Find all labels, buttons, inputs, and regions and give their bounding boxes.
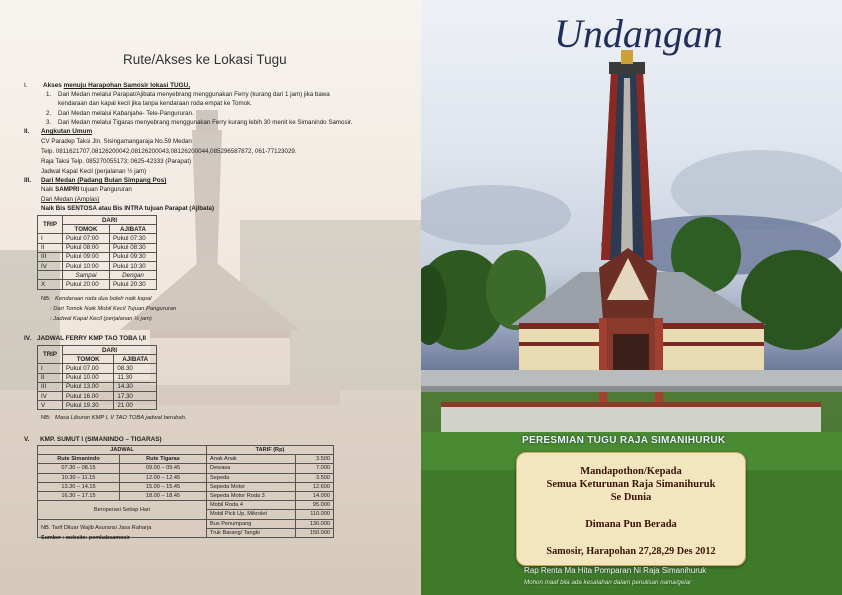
organizer-line: Rap Renta Ma Hita Pomparan Ni Raja Simanihuruk	[524, 566, 707, 575]
table-row: X Pukul 20:00 Pukul 20:30	[38, 280, 157, 289]
ferry-schedule-table: TRIP DARI TOMOK AJIBATA I Pukul 07.00 08.30 II Pukul 10.00 11.30 III Pukul 13.00 14.30 IV Pukul 16.00 17.30 V Pukul 19.30 21.00	[37, 345, 157, 410]
apology-line: Mohon maaf bila ada kesalahan dalam penulisan nama/gelar	[524, 579, 692, 586]
table-row: Beroperasi Setiap Hari Mobil Roda 4 95.000	[38, 501, 334, 510]
invitation-title: Undangan	[554, 11, 723, 56]
sec3-note: : Dari Tomok Naik Mobil Kecil Tujuan Pangururan	[50, 306, 177, 312]
th-tomok: TOMOK	[63, 225, 110, 234]
card-line: Se Dunia	[610, 492, 652, 503]
event-date: Samosir, Harapohan 27,28,29 Des 2012	[546, 546, 716, 557]
sec3-note: : Jadwal Kapal Kecil (perjalanan ½ jam)	[50, 316, 152, 322]
access-title: Rute/Akses ke Lokasi Tugu	[123, 52, 287, 67]
table-row: 13.30 – 14.15 15.00 – 15.45 Sepeda Motor 12.600	[38, 482, 334, 491]
table-row: Mobil Pick Up, Mikrolet 110.000	[38, 510, 334, 519]
table-row: II Pukul 10.00 11.30	[38, 373, 157, 382]
sec3-heading: Dari Medan (Padang Bulan Simpang Pos)	[41, 177, 167, 184]
sec1-item-num: 2.	[46, 110, 52, 117]
sec2-line: CV Paradep Taksi Jln. Sisingamangaraja No.59 Medan	[41, 138, 192, 145]
table-row: NB. Tarif Diluar Wajib Asuransi Jasa Raharja Bus Penumpang 130.000	[38, 519, 334, 528]
inauguration-banner: PERESMIAN TUGU RAJA SIMANIHURUK	[522, 435, 726, 446]
sec2-line: Jadwal Kapal Kecil (perjalanan ½ jam)	[41, 168, 147, 175]
table-row: I Pukul 07.00 08.30	[38, 364, 157, 373]
sec2-line: Telp. 0811621707,08126200042,08126200043,08126200044,085296587872, 061-77123029.	[41, 148, 297, 155]
table-row: 07.30 – 08.15 09.00 – 09.45 Dewasa 7.000	[38, 464, 334, 473]
sec1-item: Dari Medan melalui Kabanjahe- Tele-Pangururan.	[58, 110, 194, 117]
table-row: Truk Barang/ Tangki 150.000	[38, 528, 334, 537]
kmp-sumut-table: JADWAL TARIF (Rp) Rute Simanindo Rute Tigaras Anak Anak 3.500 07.30 – 08.15 09.00 – 09.45 Dewasa 7.000 10.30 – 11.15 12.00 – 12.45 Sepeda 3.500 13.30 – 14.15 15.00 – 15.45 Sepeda Motor 12.600 16.30 – 17.15 18.00 – 18.45 Sepeda Motor Roda 3 14.000 Beroperasi Setiap Hari Mobil Roda 4 95.000 Mobil Pick Up, Mikrolet 110.000 NB. Tarif Diluar Wajib Asuransi Jasa Raharja Bus Penumpang 130.000 Truk Barang/ Tangki 150.000	[37, 445, 334, 538]
th-ajibata: AJIBATA	[110, 225, 157, 234]
th-dari: DARI	[63, 216, 157, 225]
table-row: V Pukul 19.30 21.00	[38, 401, 157, 410]
cover-page	[421, 0, 842, 595]
table-row: II Pukul 08:00 Pukul 08:30	[38, 243, 157, 252]
table-row: III Pukul 09:00 Pukul 09:30	[38, 252, 157, 261]
card-line: Mandapothon/Kepada	[580, 466, 682, 477]
sec3-line: Naik SAMPRI tujuan Pangururan	[41, 186, 132, 193]
sec3-note: Kendaraan roda dua boleh naik kapal	[55, 296, 152, 302]
source-note: Sumber : website: pemkabsamosir	[41, 535, 130, 541]
table-row: 10.30 – 11.15 12.00 – 12.45 Sepeda 3.500	[38, 473, 334, 482]
bus-schedule-table	[37, 215, 157, 290]
sec2-heading: Angkutan Umum	[41, 128, 93, 135]
sec1-number: I.	[24, 82, 28, 89]
sec5-number: V.	[24, 436, 30, 443]
table-row: III Pukul 13.00 14.30	[38, 382, 157, 391]
sec4-number: IV.	[24, 335, 32, 342]
invitation-card	[516, 452, 746, 566]
sec1-item-num: 3.	[46, 119, 52, 126]
sec4-heading: JADWAL FERRY KMP TAO TOBA I,II	[37, 335, 147, 342]
sec1-item-num: 1.	[46, 91, 52, 98]
sec1-item: kendaraan dan kapal kecil jika tanpa kendaraan roda empat ke Tomok.	[58, 100, 252, 107]
card-line: Semua Keturunan Raja Simanihuruk	[546, 479, 716, 490]
table-row: IV Pukul 16.00 17.30	[38, 391, 157, 400]
sec3-nb-label: NB:	[41, 296, 51, 302]
th-trip: TRIP	[38, 216, 63, 234]
sec3-line: Naik Bis SENTOSA atau Bis INTRA tujuan Parapat (Ajibata)	[41, 205, 215, 212]
table-row: 16.30 – 17.15 18.00 – 18.45 Sepeda Motor Roda 3 14.000	[38, 491, 334, 500]
table-row: Sampai Dengan	[38, 271, 157, 280]
sec3-line: Dari Medan (Amplas)	[41, 196, 100, 203]
sec2-line: Raja Taksi Telp. 085270055173; 0625-42333 (Parapat)	[41, 158, 192, 165]
sec3-number: III.	[24, 177, 32, 184]
sec4-note: Masa Liburan KMP I, II TAO TOBA jadwal berubah.	[55, 415, 187, 421]
sec1-item: Dari Medan melalui Tigaras menyebrang menggunakan Ferry kurang lebih 30 menit ke Simanindo Samosir.	[58, 119, 353, 126]
table-row: I Pukul 07:00 Pukul 07:30	[38, 234, 157, 243]
sec1-item: Dari Medan melalui Parapat/Ajibata menyebrang menggunakan Ferry (kurang dari 1 jam) jika bawa	[58, 91, 330, 98]
sec5-heading: KMP. SUMUT I (SIMANINDO – TIGARAS)	[40, 436, 162, 443]
sec1-heading: Akses menuju Harapohan Samosir lokasi TUGU,	[43, 82, 191, 89]
sec4-nb-label: NB:	[41, 415, 51, 421]
card-line: Dimana Pun Berada	[585, 519, 677, 530]
sec2-number: II.	[24, 128, 30, 135]
table-row: IV Pukul 10:00 Pukul 10:30	[38, 261, 157, 270]
